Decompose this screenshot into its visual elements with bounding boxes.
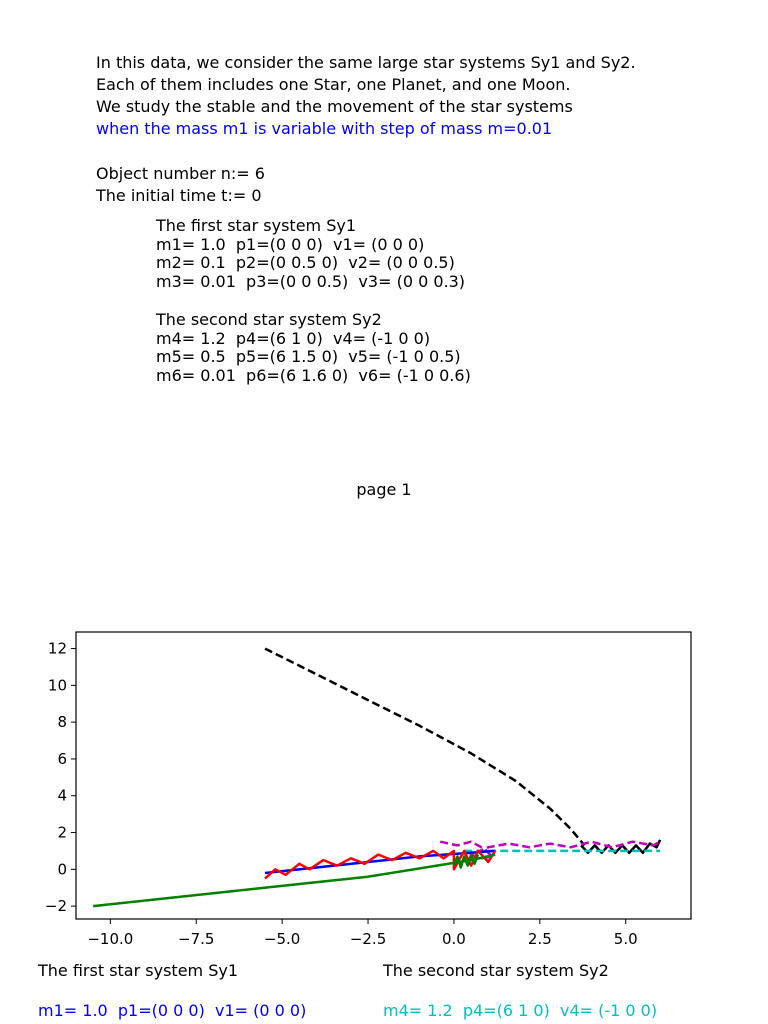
sy1-title: The first star system Sy1 <box>156 216 357 235</box>
y-tick-label: 0 <box>57 860 67 879</box>
trajectory-chart <box>0 620 768 955</box>
plot-frame <box>76 632 691 919</box>
sy2-title: The second star system Sy2 <box>156 310 382 329</box>
y-tick-label: 6 <box>57 749 67 768</box>
intro-line: Each of them includes one Star, one Planet, and one Moon. <box>96 75 571 94</box>
x-tick-label: 0.0 <box>442 930 466 948</box>
sy2-params <box>156 311 471 385</box>
y-tick-label: 4 <box>57 786 67 805</box>
setup-block <box>96 163 265 207</box>
y-tick-label: 10 <box>47 676 67 695</box>
x-tick-label: −7.5 <box>178 930 215 948</box>
sy1-param: m1= 1.0 p1=(0 0 0) v1= (0 0 0) <box>156 234 425 254</box>
y-tick-label: 2 <box>57 823 67 842</box>
intro-highlight: when the mass m1 is variable with step of mass m=0.01 <box>96 119 553 138</box>
sy2-param: m4= 1.2 p4=(6 1 0) v4= (-1 0 0) <box>156 328 431 348</box>
x-tick-label: −5.0 <box>263 930 301 948</box>
caption-sy1-params: m1= 1.0 p1=(0 0 0) v1= (0 0 0) <box>38 1001 307 1020</box>
sy1-param: m2= 0.1 p2=(0 0.5 0) v2= (0 0 0.5) <box>156 253 455 272</box>
intro-line: In this data, we consider the same large star systems Sy1 and Sy2. <box>96 53 636 72</box>
series-line-0 <box>265 649 585 846</box>
sy1-param: m3= 0.01 p3=(0 0 0.5) v3= (0 0 0.3) <box>156 271 466 291</box>
sy2-param: m6= 0.01 p6=(6 1.6 0) v6= (-1 0 0.6) <box>156 365 471 385</box>
y-tick-label: −2 <box>44 897 67 916</box>
series-line-6 <box>93 855 495 907</box>
x-tick-label: −10.0 <box>87 930 134 948</box>
series-layer <box>93 649 660 907</box>
caption-sy2-params: m4= 1.2 p4=(6 1 0) v4= (-1 0 0) <box>383 1001 658 1020</box>
x-tick-label: 5.0 <box>613 930 638 948</box>
x-tick-label: −2.5 <box>349 930 387 948</box>
y-tick-label: 8 <box>57 713 67 732</box>
initial-time: The initial time t:= 0 <box>96 186 262 205</box>
intro-line: We study the stable and the movement of the star systems <box>96 97 573 116</box>
y-tick-label: 12 <box>47 639 67 658</box>
sy2-param: m5= 0.5 p5=(6 1.5 0) v5= (-1 0 0.5) <box>156 347 461 366</box>
caption-sy1-title: The first star system Sy1 <box>38 961 239 980</box>
intro-text <box>96 52 636 140</box>
page-label: page 1 <box>356 480 412 499</box>
object-number: Object number n:= 6 <box>96 164 265 183</box>
sy1-params <box>156 217 465 291</box>
caption-sy2-title: The second star system Sy2 <box>383 961 609 980</box>
x-tick-label: 2.5 <box>527 930 552 948</box>
